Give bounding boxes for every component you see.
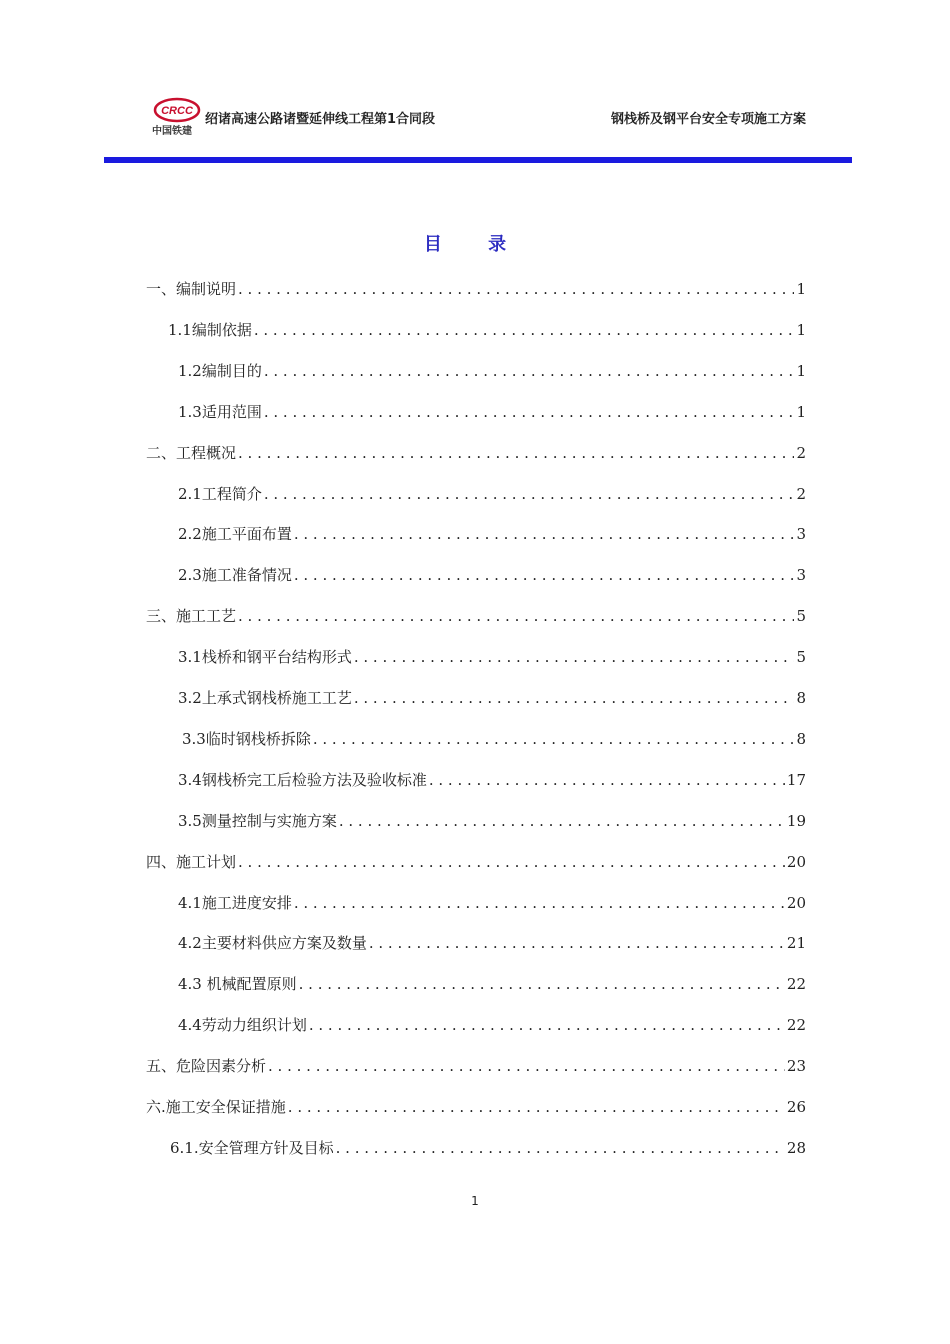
toc-entry-label: 二、工程概况 bbox=[146, 443, 237, 462]
toc-leader-dots bbox=[238, 853, 785, 871]
toc-leader-dots bbox=[288, 1098, 785, 1116]
toc-entry[interactable] bbox=[178, 892, 806, 913]
toc-leader-dots bbox=[238, 444, 794, 462]
toc-entry-page: 28 bbox=[786, 1138, 806, 1157]
toc-entry[interactable] bbox=[146, 1096, 806, 1117]
toc-leader-dots bbox=[264, 485, 795, 503]
toc-entry-page: 1 bbox=[796, 402, 806, 421]
toc-entry[interactable] bbox=[178, 932, 806, 953]
toc-entry-label: 四、施工计划 bbox=[146, 852, 237, 871]
toc-entry[interactable] bbox=[168, 319, 806, 340]
toc-leader-dots bbox=[294, 566, 795, 584]
toc-leader-dots bbox=[294, 525, 795, 543]
toc-entry-label: 2.2施工平面布置 bbox=[178, 525, 292, 544]
toc-entry-label: 3.4钢栈桥完工后检验方法及验收标准 bbox=[178, 770, 427, 789]
toc-entry-label: 3.2上承式钢栈桥施工工艺 bbox=[178, 689, 352, 707]
toc-entry[interactable] bbox=[178, 483, 806, 504]
header-rule bbox=[104, 157, 852, 163]
toc-entry[interactable] bbox=[146, 605, 806, 626]
toc-entry-label: 一、编制说明 bbox=[146, 280, 237, 298]
toc-leader-dots bbox=[339, 812, 785, 830]
toc-leader-dots bbox=[369, 934, 785, 952]
toc-leader-dots bbox=[354, 648, 795, 666]
toc-entry-page: 8 bbox=[796, 689, 806, 707]
toc-entry[interactable] bbox=[178, 564, 806, 585]
logo-letters: CRCC bbox=[161, 105, 193, 117]
toc-leader-dots bbox=[268, 1057, 785, 1075]
toc-entry[interactable] bbox=[178, 646, 806, 667]
toc-entry-label: 2.3施工准备情况 bbox=[178, 566, 292, 585]
toc-entry[interactable] bbox=[146, 278, 806, 299]
toc-entry[interactable] bbox=[146, 1055, 806, 1076]
toc-leader-dots bbox=[299, 975, 785, 993]
toc-leader-dots bbox=[264, 403, 795, 421]
page-number: 1 bbox=[471, 1194, 479, 1208]
toc-entry[interactable] bbox=[182, 728, 806, 749]
toc-leader-dots bbox=[309, 1016, 785, 1034]
toc-entry-label: 1.2编制目的 bbox=[178, 361, 262, 380]
toc-entry-label: 五、危险因素分析 bbox=[146, 1057, 267, 1076]
toc-entry-page: 21 bbox=[786, 934, 806, 953]
page-header bbox=[104, 92, 852, 140]
toc-entry-label: 4.3 机械配置原则 bbox=[178, 975, 297, 994]
toc-leader-dots bbox=[238, 280, 794, 298]
toc-entry-label: 2.1工程简介 bbox=[178, 484, 262, 503]
toc-entry-page: 1 bbox=[796, 280, 806, 298]
toc-entry-label: 3.5测量控制与实施方案 bbox=[178, 811, 337, 830]
toc-leader-dots bbox=[238, 607, 794, 625]
toc-entry-label: 4.1施工进度安排 bbox=[178, 893, 292, 912]
toc-entry[interactable] bbox=[178, 523, 806, 544]
toc-entry-label: 6.1.安全管理方针及目标 bbox=[170, 1138, 334, 1157]
toc-entry-label: 4.2主要材料供应方案及数量 bbox=[178, 934, 367, 953]
toc-leader-dots bbox=[294, 894, 785, 912]
toc-entry[interactable] bbox=[178, 769, 806, 790]
toc-entry-page: 1 bbox=[796, 320, 806, 339]
toc-entry-label: 六.施工安全保证措施 bbox=[146, 1098, 286, 1116]
toc-entry[interactable] bbox=[178, 401, 806, 422]
toc-entry-page: 3 bbox=[796, 566, 806, 585]
toc-title: 目 录 bbox=[423, 234, 527, 255]
toc-entry-page: 20 bbox=[786, 893, 806, 912]
toc-entry[interactable] bbox=[178, 973, 806, 994]
toc-leader-dots bbox=[254, 321, 795, 339]
toc-entry-page: 5 bbox=[796, 607, 806, 626]
toc-entry-label: 3.3临时钢栈桥拆除 bbox=[182, 729, 311, 748]
document-title: 钢栈桥及钢平台安全专项施工方案 bbox=[610, 112, 806, 127]
toc-leader-dots bbox=[429, 771, 785, 789]
toc-leader-dots bbox=[354, 689, 795, 707]
toc-entry-page: 2 bbox=[796, 484, 806, 503]
company-name: 中国铁建 bbox=[152, 126, 192, 137]
toc-entry-page: 22 bbox=[786, 975, 806, 994]
toc-entry-page: 22 bbox=[786, 1016, 806, 1035]
toc-entry-label: 三、施工工艺 bbox=[146, 607, 237, 626]
toc-entry-page: 2 bbox=[796, 443, 806, 462]
toc-entry[interactable] bbox=[170, 1137, 806, 1158]
toc-entry[interactable] bbox=[178, 810, 806, 831]
toc-entry-label: 4.4劳动力组织计划 bbox=[178, 1016, 307, 1035]
toc-entry-page: 20 bbox=[786, 852, 806, 871]
toc-entry-label: 1.1编制依据 bbox=[168, 320, 252, 339]
toc-leader-dots bbox=[264, 362, 795, 380]
toc-leader-dots bbox=[313, 730, 795, 748]
toc-entry-page: 1 bbox=[796, 361, 806, 380]
toc-entry[interactable] bbox=[178, 360, 806, 381]
toc-entry-page: 23 bbox=[786, 1057, 806, 1076]
toc-entry-label: 1.3适用范围 bbox=[178, 402, 262, 421]
toc-entry-page: 19 bbox=[786, 811, 806, 830]
toc-entry-page: 8 bbox=[796, 729, 806, 748]
toc-entry-page: 17 bbox=[786, 770, 806, 789]
toc-entry-page: 26 bbox=[786, 1098, 806, 1116]
toc-entry-page: 3 bbox=[796, 525, 806, 544]
toc-entry[interactable] bbox=[146, 851, 806, 872]
toc-entry[interactable] bbox=[178, 1014, 806, 1035]
toc-entry[interactable] bbox=[146, 442, 806, 463]
toc-leader-dots bbox=[336, 1139, 785, 1157]
project-title: 绍诸高速公路诸暨延伸线工程第1合同段 bbox=[205, 112, 436, 127]
toc-entry-label: 3.1栈桥和钢平台结构形式 bbox=[178, 648, 352, 667]
toc-entry-page: 5 bbox=[796, 648, 806, 667]
toc-entry[interactable] bbox=[178, 687, 806, 708]
